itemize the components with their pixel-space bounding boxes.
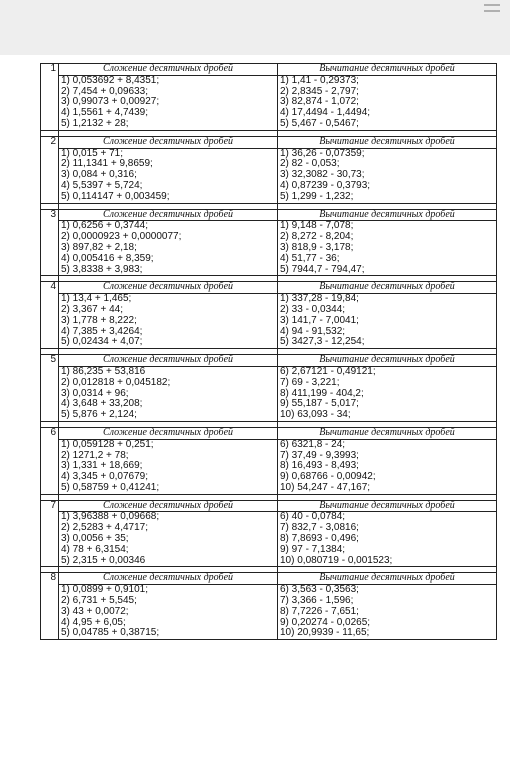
column-heading: Сложение десятичных дробей — [59, 64, 277, 76]
column-heading: Сложение десятичных дробей — [59, 210, 277, 222]
exercise-item: 1) 3,96388 + 0,09668; — [61, 511, 160, 523]
exercise-item: 3) 897,82 + 2,18; — [61, 241, 137, 253]
variant-number: 6 — [41, 427, 59, 494]
variant-number: 2 — [41, 136, 59, 203]
exercise-item: 7) 69 - 3,221; — [280, 376, 340, 388]
exercise-item: 3) 141,7 - 7,0041; — [280, 314, 359, 326]
exercise-item: 5) 7944,7 - 794,47; — [280, 263, 365, 275]
worksheet-table — [40, 63, 497, 640]
variant-row — [41, 355, 497, 422]
exercise-item: 5) 1,2132 + 28; — [61, 117, 129, 129]
exercise-item: 1) 0,6256 + 0,3744; — [61, 220, 149, 232]
exercise-item: 2) 0,0000923 + 0,0000077; — [61, 231, 182, 243]
exercise-item: 2) 2,5283 + 4,4717; — [61, 522, 149, 534]
exercise-item: 5) 0,114147 + 0,003459; — [61, 190, 170, 202]
exercise-item: 2) 0,012818 + 0,045182; — [61, 376, 171, 388]
addition-column — [59, 64, 278, 131]
exercise-item: 4) 51,77 - 36; — [280, 252, 340, 264]
exercise-item: 6) 3,563 - 0,3563; — [280, 584, 359, 596]
exercise-item: 3) 818,9 - 3,178; — [280, 241, 354, 253]
exercise-item: 3) 0,0314 + 96; — [61, 387, 129, 399]
exercise-item: 10) 0,080719 - 0,001523; — [280, 554, 393, 566]
column-heading: Вычитание десятичных дробей — [278, 573, 496, 585]
exercise-item: 5) 2,315 + 0,00346 — [61, 554, 146, 566]
exercise-item: 4) 94 - 91,532; — [280, 325, 346, 337]
column-heading: Вычитание десятичных дробей — [278, 428, 496, 440]
addition-column — [59, 282, 278, 349]
exercise-item: 3) 1,778 + 8,222; — [61, 314, 137, 326]
exercise-item: 4) 17,4494 - 1,4494; — [280, 107, 371, 119]
variant-number: 7 — [41, 500, 59, 567]
subtraction-column — [278, 64, 497, 131]
exercise-item: 10) 54,247 - 47,167; — [280, 481, 371, 493]
exercise-item: 2) 82 - 0,053; — [280, 158, 340, 170]
exercise-item: 3) 43 + 0,0072; — [61, 605, 129, 617]
subtraction-column — [278, 427, 497, 494]
column-heading: Сложение десятичных дробей — [59, 355, 277, 367]
exercise-item: 1) 13,4 + 1,465; — [61, 293, 132, 305]
exercise-item: 2) 6,731 + 5,545; — [61, 595, 137, 607]
column-heading: Сложение десятичных дробей — [59, 428, 277, 440]
column-heading: Сложение десятичных дробей — [59, 282, 277, 294]
exercise-item: 2) 8,272 - 8,204; — [280, 231, 354, 243]
exercise-item: 1) 36,26 - 0,07359; — [280, 147, 365, 159]
top-bar — [0, 0, 510, 55]
exercise-item: 1) 0,059128 + 0,251; — [61, 438, 154, 450]
addition-column — [59, 136, 278, 203]
exercise-item: 3) 1,331 + 18,669; — [61, 460, 143, 472]
exercise-item: 6) 2,67121 - 0,49121; — [280, 365, 376, 377]
exercise-item: 4) 4,95 + 6,05; — [61, 616, 126, 628]
exercise-item: 5) 0,04785 + 0,38715; — [61, 627, 160, 639]
subtraction-column — [278, 282, 497, 349]
subtraction-column — [278, 209, 497, 276]
exercise-item: 1) 1,41 - 0,29373; — [280, 74, 359, 86]
column-heading: Вычитание десятичных дробей — [278, 355, 496, 367]
variant-row — [41, 64, 497, 131]
exercise-item: 1) 86,235 + 53,816 — [61, 365, 146, 377]
exercise-item: 9) 97 - 7,1384; — [280, 543, 346, 555]
subtraction-column — [278, 573, 497, 640]
variant-number: 4 — [41, 282, 59, 349]
exercise-item: 3) 0,99073 + 0,00927; — [61, 96, 160, 108]
exercise-item: 4) 1,5561 + 4,7439; — [61, 107, 149, 119]
exercise-item: 1) 0,053692 + 8,4351; — [61, 74, 160, 86]
exercise-item: 9) 55,187 - 5,017; — [280, 398, 359, 410]
subtraction-column — [278, 355, 497, 422]
exercise-item: 8) 7,7226 - 7,651; — [280, 605, 359, 617]
exercise-item: 1) 0,0899 + 0,9101; — [61, 584, 149, 596]
variant-number: 1 — [41, 64, 59, 131]
exercise-item: 7) 37,49 - 9,3993; — [280, 449, 359, 461]
exercise-item: 1) 9,148 - 7,078; — [280, 220, 354, 232]
exercise-item: 4) 0,87239 - 0,3793; — [280, 179, 371, 191]
exercise-item: 3) 82,874 - 1,072; — [280, 96, 359, 108]
column-heading: Сложение десятичных дробей — [59, 501, 277, 513]
exercise-item: 3) 32,3082 - 30,73; — [280, 169, 365, 181]
exercise-item: 5) 5,467 - 0,5467; — [280, 117, 359, 129]
exercise-item: 7) 832,7 - 3,0816; — [280, 522, 359, 534]
exercise-item: 6) 6321,8 - 24; — [280, 438, 346, 450]
menu-icon[interactable] — [484, 4, 500, 16]
exercise-item: 4) 5,5397 + 5,724; — [61, 179, 143, 191]
subtraction-column — [278, 136, 497, 203]
exercise-item: 5) 0,58759 + 0,41241; — [61, 481, 160, 493]
exercise-item: 10) 63,093 - 34; — [280, 409, 351, 421]
variant-number: 5 — [41, 355, 59, 422]
column-heading: Сложение десятичных дробей — [59, 573, 277, 585]
exercise-item: 2) 33 - 0,0344; — [280, 303, 346, 315]
column-heading: Вычитание десятичных дробей — [278, 501, 496, 513]
exercise-item: 4) 78 + 6,3154; — [61, 543, 129, 555]
variant-row — [41, 282, 497, 349]
exercise-item: 4) 3,345 + 0,07679; — [61, 471, 149, 483]
exercise-item: 2) 11,1341 + 9,8659; — [61, 158, 153, 170]
addition-column — [59, 500, 278, 567]
column-heading: Вычитание десятичных дробей — [278, 210, 496, 222]
exercise-item: 8) 411,199 - 404,2; — [280, 387, 364, 399]
addition-column — [59, 427, 278, 494]
exercise-item: 2) 3,367 + 44; — [61, 303, 123, 315]
exercise-item: 1) 337,28 - 19,84; — [280, 293, 359, 305]
exercise-item: 2) 7,454 + 0,09633; — [61, 85, 149, 97]
exercise-item: 5) 1,299 - 1,232; — [280, 190, 354, 202]
column-heading: Сложение десятичных дробей — [59, 137, 277, 149]
variant-row — [41, 427, 497, 494]
exercise-item: 5) 3,8338 + 3,983; — [61, 263, 143, 275]
addition-column — [59, 355, 278, 422]
exercise-item: 3) 0,084 + 0,316; — [61, 169, 137, 181]
exercise-item: 7) 3,366 - 1,596; — [280, 595, 354, 607]
exercise-item: 2) 2,8345 - 2,797; — [280, 85, 359, 97]
column-heading: Вычитание десятичных дробей — [278, 137, 496, 149]
exercise-item: 8) 16,493 - 8,493; — [280, 460, 359, 472]
variant-row — [41, 136, 497, 203]
exercise-item: 10) 20,9939 - 11,65; — [280, 627, 370, 639]
exercise-item: 5) 3427,3 - 12,254; — [280, 336, 365, 348]
variant-row — [41, 500, 497, 567]
exercise-item: 3) 0,0056 + 35; — [61, 533, 129, 545]
subtraction-column — [278, 500, 497, 567]
addition-column — [59, 573, 278, 640]
variant-row — [41, 209, 497, 276]
variant-number: 3 — [41, 209, 59, 276]
exercise-item: 9) 0,20274 - 0,0265; — [280, 616, 371, 628]
column-heading: Вычитание десятичных дробей — [278, 64, 496, 76]
exercise-item: 5) 0,02434 + 4,07; — [61, 336, 143, 348]
variant-number: 8 — [41, 573, 59, 640]
exercise-item: 8) 7,8693 - 0,496; — [280, 533, 359, 545]
exercise-item: 4) 3,648 + 33,208; — [61, 398, 143, 410]
variant-row — [41, 573, 497, 640]
addition-column — [59, 209, 278, 276]
exercise-item: 5) 5,876 + 2,124; — [61, 409, 137, 421]
column-heading: Вычитание десятичных дробей — [278, 282, 496, 294]
exercise-item: 1) 0,015 + 71; — [61, 147, 123, 159]
exercise-item: 2) 1271,2 + 78; — [61, 449, 129, 461]
exercise-item: 9) 0,68766 - 0,00942; — [280, 471, 376, 483]
exercise-item: 4) 0,005416 + 8,359; — [61, 252, 154, 264]
exercise-item: 6) 40 - 0,0784; — [280, 511, 346, 523]
exercise-item: 4) 7,385 + 3,4264; — [61, 325, 143, 337]
